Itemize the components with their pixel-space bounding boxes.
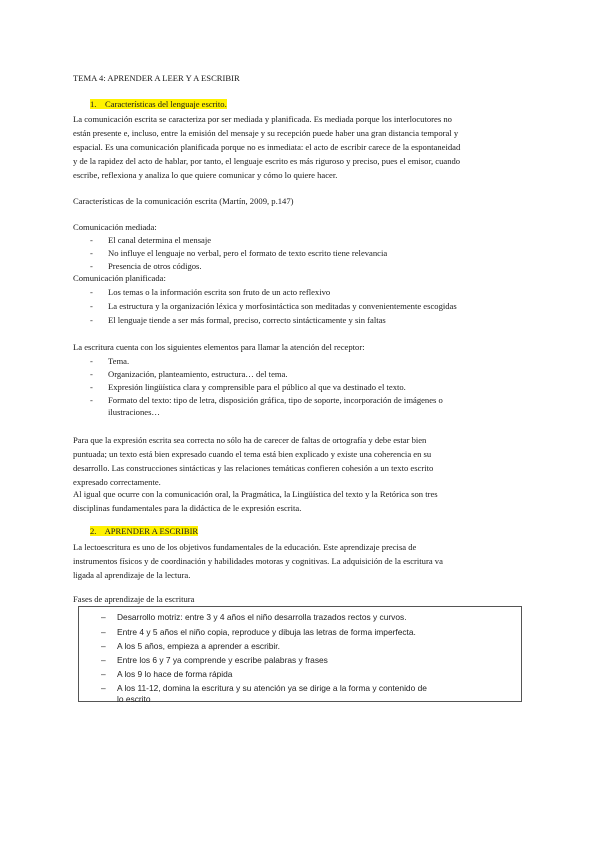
- phases-box: – Desarrollo motriz: entre 3 y 4 años el niño desarrolla trazados rectos y curvos. – Entre 4 y 5 años el niño copia, reproduce y dibuja las letras de forma imperfecta. – A los 5 años, empieza a aprender a escribir. – Entre los 6 y 7 ya comprende y escribe palabras y frases – A los 9 lo hace de forma rápida – A los 11-12, domina la escritura y su atención ya se dirige a la forma y contenido de lo escrito: [78, 606, 522, 702]
- section1-para2-line: desarrollo. Las construcciones sintácticas y las relaciones temáticas confieren cohesión a un texto escrito: [73, 463, 434, 473]
- page-title: TEMA 4: APRENDER A LEER Y A ESCRIBIR: [73, 73, 240, 83]
- section1-para-line: La comunicación escrita se caracteriza por ser mediada y planificada. Es mediada porque los interlocutores no: [73, 114, 452, 124]
- section1-para-line: y de la rapidez del acto de hablar, por tanto, el lenguaje escrito es más riguroso y preciso, pues el emisor, cuando: [73, 156, 461, 166]
- section2-para-line: La lectoescritura es uno de los objetivos fundamentales de la educación. Este aprendizaje precisa de: [73, 542, 417, 552]
- phases-title: Fases de aprendizaje de la escritura: [73, 594, 195, 604]
- section2-para-line: instrumentos físicos y de coordinación y habilidades motoras y cognitivas. La adquisición de la escritura va: [73, 556, 443, 566]
- document-page: TEMA 4: APRENDER A LEER Y A ESCRIBIR 1. Características del lenguaje escrito. La comunicación escrita se caracteriza por ser mediada y planificada. Es mediada porque los interlocutores no están presente e, incluso, entre la emisión del mensaje y su recepción puede haber una gran distancia temporal y espacial. Es una comunicación planificada porque no es inmediata: el acto de escribir carece de la espontaneidad y de la rapidez del acto de hablar, por tanto, el lenguaje escrito es más riguroso y preciso, pues el emisor, cuando escribe, reflexiona y analiza lo que quiere comunicar y cómo lo quiere hacer. Características de la comunicación escrita (Martín, 2009, p.147) Comunicación mediada: - El canal determina el mensaje - No influye el lenguaje no verbal, pero el formato de texto escrito tiene relevancia - Presencia de otros códigos. Comunicación planificada: - Los temas o la información escrita son fruto de un acto reflexivo - La estructura y la organización léxica y morfosintáctica son meditadas y convenientemente escogidas - El lenguaje tiende a ser más formal, preciso, correcto sintácticamente y sin faltas La escritura cuenta con los siguientes elementos para llamar la atención del receptor: - Tema. - Organización, planteamiento, estructura… del tema. - Expresión lingüística clara y comprensible para el público al que va destinado el texto. - Formato del texto: tipo de letra, disposición gráfica, tipo de soporte, incorporación de imágenes o ilustraciones… Para que la expresión escrita sea correcta no sólo ha de carecer de faltas de ortografía y debe estar bien puntuada; un texto está bien expresado cuando el tema está bien explicado y existe una coherencia en su desarrollo. Las construcciones sintácticas y las relaciones temáticas confieren cohesión a un texto escrito expresado correctamente. Al igual que ocurre con la comunicación oral, la Pragmática, la Lingüística del texto y la Retórica son tres disciplinas fundamentales para la didáctica de le expresión escrita. 2. APRENDER A ESCRIBIR La lectoescritura es uno de los objetivos fundamentales de la educación. Este aprendizaje precisa de instrumentos físicos y de coordinación y habilidades motoras y cognitivas. La adquisición de la escritura va ligada al aprendizaje de la lectura. Fases de aprendizaje de la escritura – Desarrollo motriz: entre 3 y 4 años el niño desarrolla trazados rectos y curvos. – Entre 4 y 5 años el niño copia, reproduce y dibuja las letras de forma imperfecta. – A los 5 años, empieza a aprender a escribir. – Entre los 6 y 7 ya comprende y escribe palabras y frases – A los 9 lo hace de forma rápida – A los 11-12, domina la escritura y su atención ya se dirige a la forma y contenido de lo escrito: [0, 0, 600, 848]
- section1-heading: [90, 99, 227, 110]
- section2-heading-text: 2. APRENDER A ESCRIBIR: [90, 526, 199, 536]
- section1-para2-line: expresado correctamente.: [73, 477, 161, 487]
- planificada-label: Comunicación planificada:: [73, 273, 166, 283]
- section1-para-line: espacial. Es una comunicación planificada porque no es inmediata: el acto de escribir carece de la espontaneidad: [73, 142, 461, 152]
- section1-heading-text: 1. Características del lenguaje escrito.: [90, 99, 227, 109]
- section2-heading: [90, 526, 198, 537]
- section2-para-line: ligada al aprendizaje de la lectura.: [73, 570, 191, 580]
- characteristics-title: Características de la comunicación escrita (Martín, 2009, p.147): [73, 196, 294, 206]
- section1-para2-line: puntuada; un texto está bien expresado cuando el tema está bien explicado y existe una coherencia en su: [73, 449, 432, 459]
- section1-para-line: escribe, reflexiona y analiza lo que quiere comunicar y cómo lo quiere hacer.: [73, 170, 338, 180]
- section1-para2-line: disciplinas fundamentales para la didáctica de le expresión escrita.: [73, 503, 302, 513]
- mediada-label: Comunicación mediada:: [73, 222, 157, 232]
- section1-para2-line: Para que la expresión escrita sea correcta no sólo ha de carecer de faltas de ortografía y debe estar bien: [73, 435, 427, 445]
- elements-intro: La escritura cuenta con los siguientes elementos para llamar la atención del receptor:: [73, 342, 365, 352]
- section1-para2-line: Al igual que ocurre con la comunicación oral, la Pragmática, la Lingüística del texto y la Retórica son tres: [73, 489, 438, 499]
- section1-para-line: están presente e, incluso, entre la emisión del mensaje y su recepción puede haber una gran distancia temporal y: [73, 128, 459, 138]
